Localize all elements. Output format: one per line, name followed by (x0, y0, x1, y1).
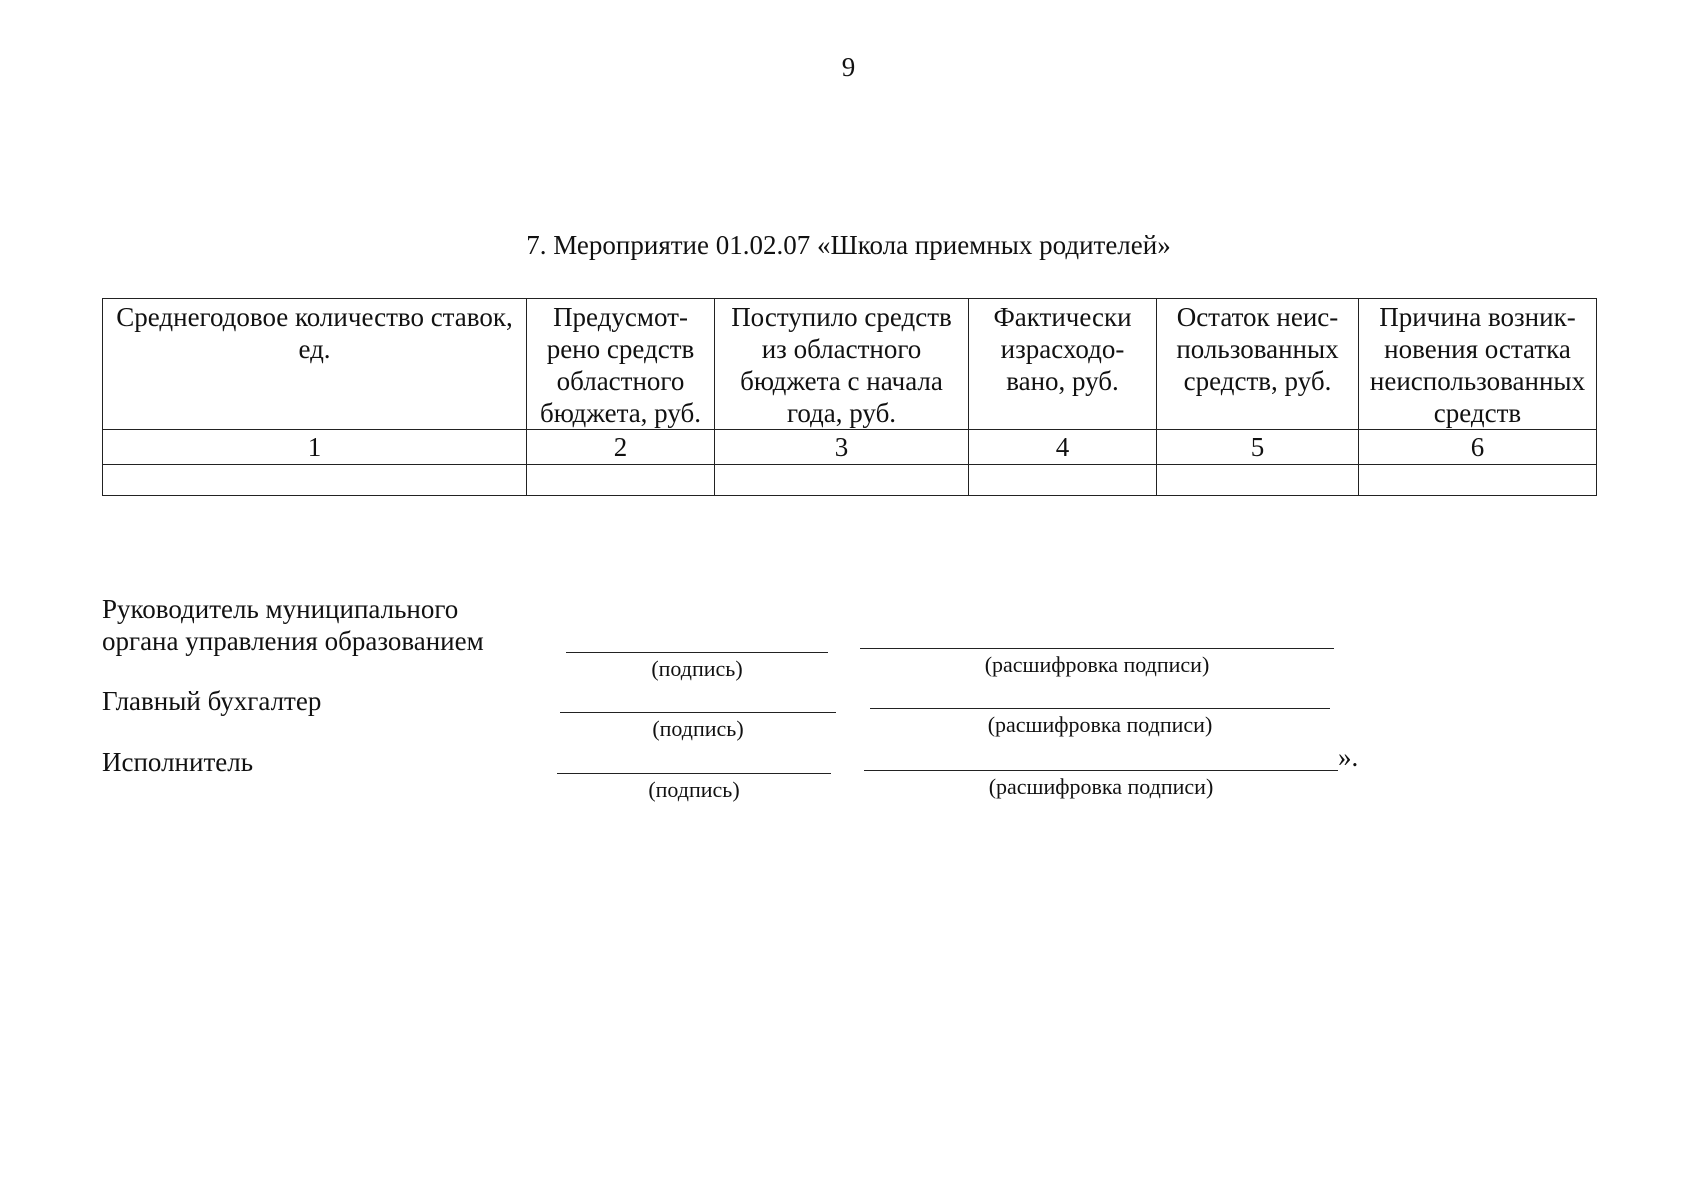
executor-decoding-line[interactable] (864, 770, 1338, 771)
table-cell (103, 465, 527, 496)
closing-quote: ». (1338, 742, 1359, 772)
table-cell (527, 465, 715, 496)
chief-accountant-label-line: Главный бухгалтер (102, 686, 322, 716)
header-actual-spent: Фактически израсходо-вано, руб. (969, 299, 1157, 430)
executor-signature-line[interactable] (557, 773, 831, 774)
header-planned-funds: Предусмот-рено средств областного бюджета, руб. (527, 299, 715, 430)
column-number-row (103, 430, 1597, 465)
table-header-row (103, 299, 1597, 430)
head-signatory-label-line: органа управления образованием (102, 626, 484, 656)
chief-accountant-decoding-caption: (расшифровка подписи) (987, 712, 1213, 737)
report-table (102, 298, 1597, 496)
head-decoding-caption: (расшифровка подписи) (984, 652, 1210, 677)
column-number: 3 (715, 430, 969, 465)
head-signatory-label (102, 593, 484, 657)
chief-accountant-signature-caption: (подпись) (652, 716, 744, 741)
section-title: 7. Мероприятие 01.02.07 «Школа приемных родителей» (526, 230, 1171, 260)
table-cell (715, 465, 969, 496)
table-cell (969, 465, 1157, 496)
header-balance-reason: Причина возник-новения остатка неиспользованных средств (1359, 299, 1597, 430)
head-signature-line[interactable] (566, 652, 828, 653)
table-cell (1157, 465, 1359, 496)
column-number: 5 (1157, 430, 1359, 465)
chief-accountant-signature-line[interactable] (560, 712, 836, 713)
column-number: 2 (527, 430, 715, 465)
column-number: 4 (969, 430, 1157, 465)
header-unused-balance: Остаток неис-пользованных средств, руб. (1157, 299, 1359, 430)
head-decoding-line[interactable] (860, 648, 1334, 649)
column-number: 1 (103, 430, 527, 465)
column-number: 6 (1359, 430, 1597, 465)
executor-signature-caption: (подпись) (648, 777, 740, 802)
executor-decoding-caption: (расшифровка подписи) (988, 774, 1214, 799)
page-number: 9 (841, 52, 856, 82)
head-signatory-label-line: Руководитель муниципального (102, 594, 459, 624)
executor-label (102, 746, 253, 778)
head-signature-caption: (подпись) (651, 656, 743, 681)
table-cell (1359, 465, 1597, 496)
executor-label-line: Исполнитель (102, 747, 254, 777)
chief-accountant-label (102, 685, 321, 717)
table-row (103, 465, 1597, 496)
header-avg-positions: Среднегодовое количество ставок, ед. (103, 299, 527, 430)
header-received-funds: Поступило средств из областного бюджета с начала года, руб. (715, 299, 969, 430)
chief-accountant-decoding-line[interactable] (870, 708, 1330, 709)
